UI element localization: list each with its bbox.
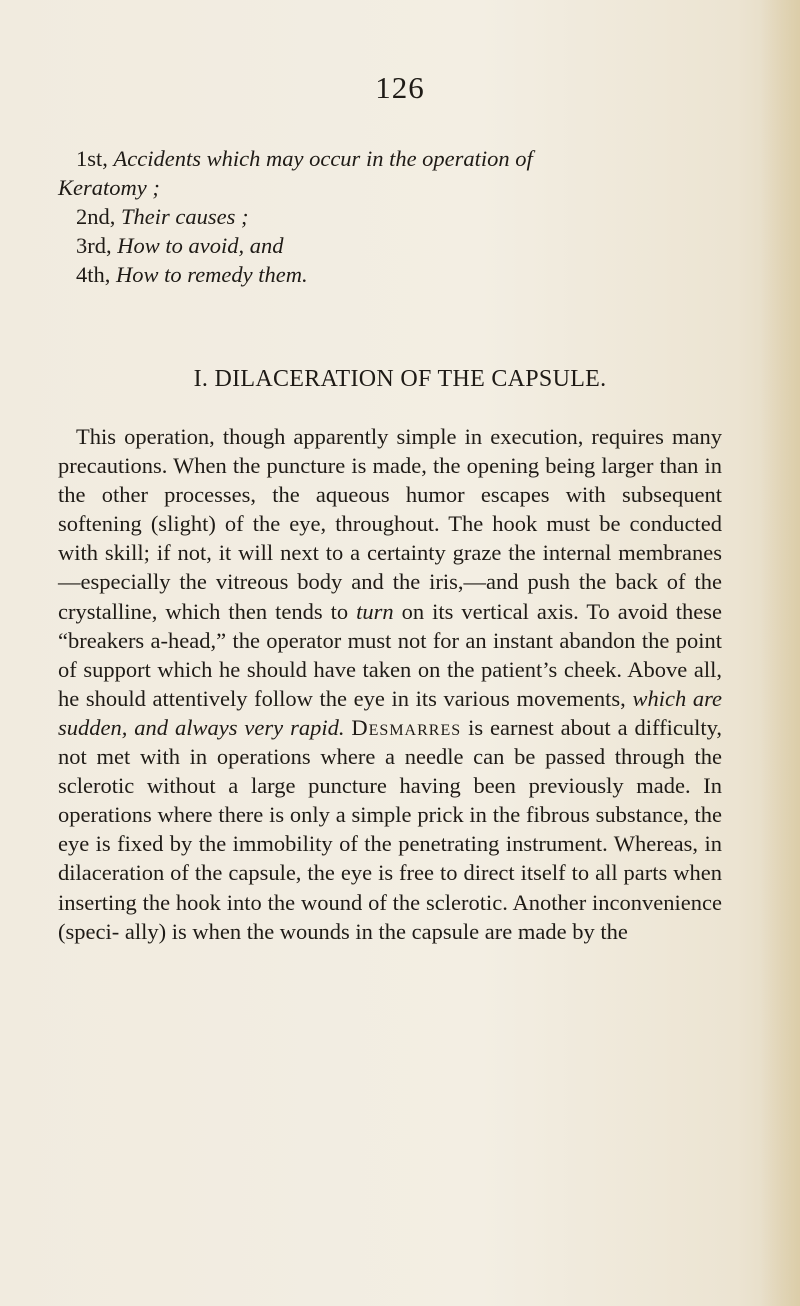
outline-item-1-text-cont: Keratomy ; [58,175,160,200]
outline-item-4-text: How to remedy them. [116,262,308,287]
emphasis-turn: turn [356,598,394,624]
body-text-part-2: on its vertical axis. To avoid these “breakers a-head,” the operator must not for an instant abandon the point of support which he should have taken on the patient’s cheek. Above all, he should attentively follow the eye in its various movements, [58,598,723,711]
body-paragraph [58,422,722,946]
section-heading: I. DILACERATION OF THE CAPSULE. [193,366,607,392]
outline-item-4 [58,260,718,289]
outline-item-3-number: 3rd, [76,233,112,258]
outline-item-1-continuation [58,173,718,202]
page-edge-shading [760,0,800,1306]
author-name: Desmarres [351,714,462,740]
page-number: 126 [375,70,425,105]
topic-outline [58,144,718,289]
body-text-part-1: This operation, though apparently simple in execution, requires many precautions. When the puncture is made, the opening being larger than in the other processes, the aqueous humor escapes with subsequent softening (slight) of the eye, throughout. The hook must be conducted with skill; if not, it will next to a certainty graze the internal membranes—especially the vitreous body and the iris,—and push the back of the crystalline, which then tends to [58,424,722,624]
outline-item-2-number: 2nd, [76,204,116,229]
body-text-part-3: is earnest about a difficulty, not met with in operations where a needle can be passed through the sclerotic without a large puncture having been previously made. In operations where there is only a simple prick in the fibrous substance, the eye is fixed by the immobility of the penetrating instrument. Whereas, in dilaceration of the capsule, the eye is free to direct itself to all parts when inserting the hook into the wound of the sclerotic. Another inconvenience (speci- ally) is when the wounds in the capsule are made by the [58,714,722,944]
outline-item-3 [58,231,718,260]
emphasis-phrase: which are sudden, and always very rapid. [58,685,723,740]
paragraph [58,422,722,946]
outline-item-1-text: Accidents which may occur in the operation of [113,146,533,171]
outline-item-1 [58,144,718,173]
outline-item-2 [58,202,718,231]
outline-item-1-number: 1st, [76,146,108,171]
outline-item-4-number: 4th, [76,262,111,287]
outline-item-2-text: Their causes ; [121,204,249,229]
outline-item-3-text: How to avoid, and [117,233,284,258]
